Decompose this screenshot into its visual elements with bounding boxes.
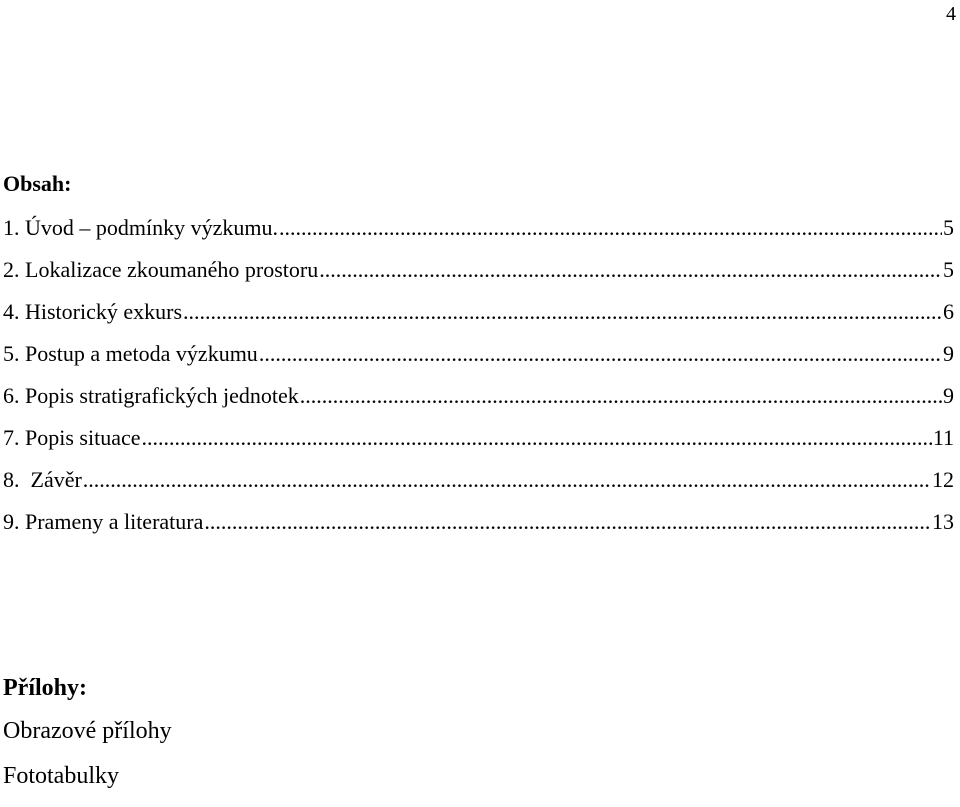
- toc-entry-label: 6. Popis stratigrafických jednotek: [3, 383, 299, 408]
- toc-entry-historicky-exkurs[interactable]: [3, 297, 954, 339]
- toc-dot-leader: [319, 255, 942, 285]
- toc-entry-lokalizace[interactable]: [3, 255, 954, 297]
- toc-title: Obsah:: [3, 171, 72, 196]
- toc-entry-postup-metoda[interactable]: [3, 339, 954, 381]
- toc-entry-page: 5: [943, 215, 954, 240]
- toc-dot-leader: [183, 297, 942, 327]
- toc-entry-page: 5: [943, 257, 954, 282]
- toc-entry-label: 9. Prameny a literatura: [3, 509, 204, 534]
- appendix-title: Přílohy:: [3, 675, 87, 701]
- toc-entry-popis-situace[interactable]: [3, 423, 954, 465]
- toc-entry-label: 1. Úvod – podmínky výzkumu.: [3, 215, 278, 240]
- toc-entry-page: 9: [943, 341, 954, 366]
- toc-dot-leader: [204, 507, 931, 537]
- toc-entry-prameny-literatura[interactable]: [3, 507, 954, 549]
- toc-dot-leader: [279, 213, 942, 243]
- appendix-item-fototabulky: Fototabulky: [3, 763, 120, 789]
- toc-entry-page: 12: [932, 467, 954, 492]
- toc-dot-leader: [259, 339, 942, 369]
- toc-dot-leader: [83, 465, 931, 495]
- toc-entry-label: 8. Závěr: [3, 467, 82, 492]
- appendix-item-obrazove-prilohy: Obrazové přílohy: [3, 718, 172, 744]
- toc-entry-stratigraficke-jednotky[interactable]: [3, 381, 954, 423]
- toc-entry-uvod[interactable]: [3, 213, 954, 255]
- toc-list: [3, 213, 954, 549]
- toc-entry-page: 9: [943, 383, 954, 408]
- toc-dot-leader: [142, 423, 932, 453]
- toc-entry-label: 4. Historický exkurs: [3, 299, 183, 324]
- toc-dot-leader: [300, 381, 942, 411]
- toc-entry-label: 5. Postup a metoda výzkumu: [3, 341, 258, 366]
- page-number: 4: [946, 3, 956, 25]
- toc-entry-zaver[interactable]: [3, 465, 954, 507]
- toc-entry-page: 6: [943, 299, 954, 324]
- toc-entry-page: 11: [932, 425, 954, 450]
- toc-entry-page: 13: [932, 509, 954, 534]
- toc-entry-label: 2. Lokalizace zkoumaného prostoru: [3, 257, 319, 282]
- toc-entry-label: 7. Popis situace: [3, 425, 141, 450]
